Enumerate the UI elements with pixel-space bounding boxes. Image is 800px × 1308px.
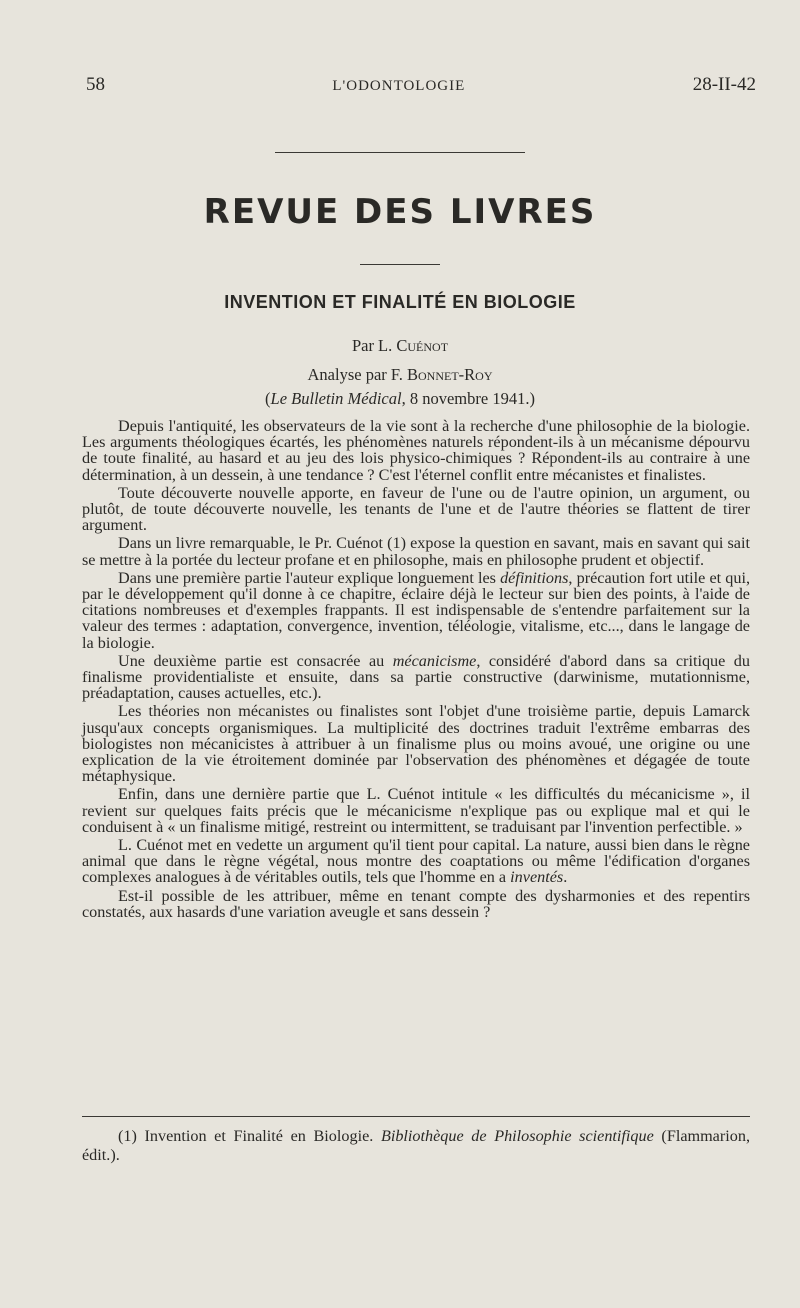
footnote-text: (1) Invention et Finalité en Biologie.: [118, 1127, 381, 1145]
paragraph-text: , précaution fort utile et qui, par le développement qu'il donne à ce chapitre, éclaire déjà le lecteur sur bien des points, à l'aide de citations nombreuses et d'exemples frappants. Il est indispensable de s'entendre parfaitement sur la valeur des termes : adaptation, convergence, invention, téléologie, vitalisme, etc..., dans le langage de la biologie.: [82, 568, 750, 652]
footnote: [82, 1127, 750, 1165]
footnote-series: Bibliothèque de Philosophie scientifique: [380, 1127, 654, 1145]
paragraph: Est-il possible de les attribuer, même en tenant compte des dysharmonies et des repentirs constatés, aux hasards d'une variation aveugle et sans dessein ?: [82, 886, 750, 921]
paragraph: [82, 653, 750, 702]
section-title: REVUE DES LIVRES: [203, 192, 597, 232]
source-journal: Le Bulletin Médical: [270, 389, 402, 408]
paragraph: Depuis l'antiquité, les observateurs de la vie sont à la recherche d'une philosophie de la biologie. Les arguments théologiques écartés, les phénomènes naturels répondent-ils à un mécanisme dépourvu de toute finalité, au hasard et au jeu des lois physico-chimiques ? Répondent-ils au contraire à une détermination, à un dessein, à une tendance ? C'est l'éternel conflit entre mécanistes et finalistes.: [82, 417, 750, 484]
paragraph: Toute découverte nouvelle apporte, en faveur de l'une ou de l'autre opinion, un argument, ou plutôt, de toute découverte nouvelle, les tenants de l'une et de l'autre théories se flattent de tirer argument.: [82, 483, 750, 535]
author-byline: [0, 336, 800, 356]
journal-title: L'ODONTOLOGIE: [332, 78, 466, 94]
paragraph: Enfin, dans une dernière partie que L. Cuénot intitule « les difficultés du mécanicisme », il revient sur quelques faits précis que le mécanicisme n'explique pas ou explique mal et qui le conduisent à « un finalisme mitigé, restreint ou intermittent, se traduisant par l'invention perfectible. »: [82, 785, 750, 836]
analyst-name: Bonnet-Roy: [407, 365, 493, 384]
paragraph: [82, 570, 750, 651]
issue-date: 28-II-42: [692, 74, 756, 95]
paragraph-text: .: [563, 868, 568, 887]
emphasis: inventés: [510, 868, 564, 887]
paragraph-text: Une deuxième partie est consacrée au: [118, 651, 393, 670]
emphasis: définitions: [500, 568, 569, 587]
article-title: INVENTION ET FINALITÉ EN BIOLOGIE: [224, 292, 576, 312]
running-head: [86, 74, 756, 96]
author-name: Cuénot: [396, 336, 449, 355]
footnote-text: (Flammarion, édit.).: [82, 1127, 750, 1164]
source-open: (: [265, 389, 271, 408]
source-date: , 8 novembre 1941.): [401, 389, 535, 408]
byline-prefix: Par L.: [351, 336, 397, 355]
emphasis: mécanicisme: [392, 651, 477, 670]
page-number: 58: [86, 74, 105, 95]
paragraph-text: , considéré d'abord dans sa critique du finalisme providentialiste et ensuite, dans sa partie constructive (darwinisme, mutationnisme, préadaptation, causes actuelles, etc.).: [82, 651, 750, 703]
footnote-divider: [82, 1116, 750, 1117]
source-citation: [0, 389, 800, 409]
paragraph: Dans un livre remarquable, le Pr. Cuénot (1) expose la question en savant, mais en savant qui sait se mettre à la portée du lecteur profane et en philosophe, mais en philosophe prudent et objectif.: [82, 534, 750, 569]
analysis-prefix: Analyse par F.: [307, 365, 407, 384]
paragraph: [82, 837, 750, 886]
paragraph-text: L. Cuénot met en vedette un argument qu'il tient pour capital. La nature, aussi bien dans le règne animal que dans le règne végétal, nous montre des coaptations ou même l'édification d'organes complexes analogues à de véritables outils, tels que l'homme en a: [82, 836, 750, 887]
top-divider: [275, 152, 525, 153]
article-body: [82, 418, 750, 922]
paragraph-text: Dans une première partie l'auteur explique longuement les: [118, 568, 501, 587]
paragraph: Les théories non mécanistes ou finalistes sont l'objet d'une troisième partie, depuis Lamarck jusqu'aux concepts organismiques. La multiplicité des doctrines traduit l'extrême embarras des biologistes non mécanicistes à attribuer à un finalisme plus ou moins avoué, une origine ou une explication de la vie étroitement dominée par l'observation des phénomènes et dégagée de toute métaphysique.: [82, 702, 750, 786]
title-divider: [360, 264, 440, 265]
analysis-byline: [0, 365, 800, 385]
